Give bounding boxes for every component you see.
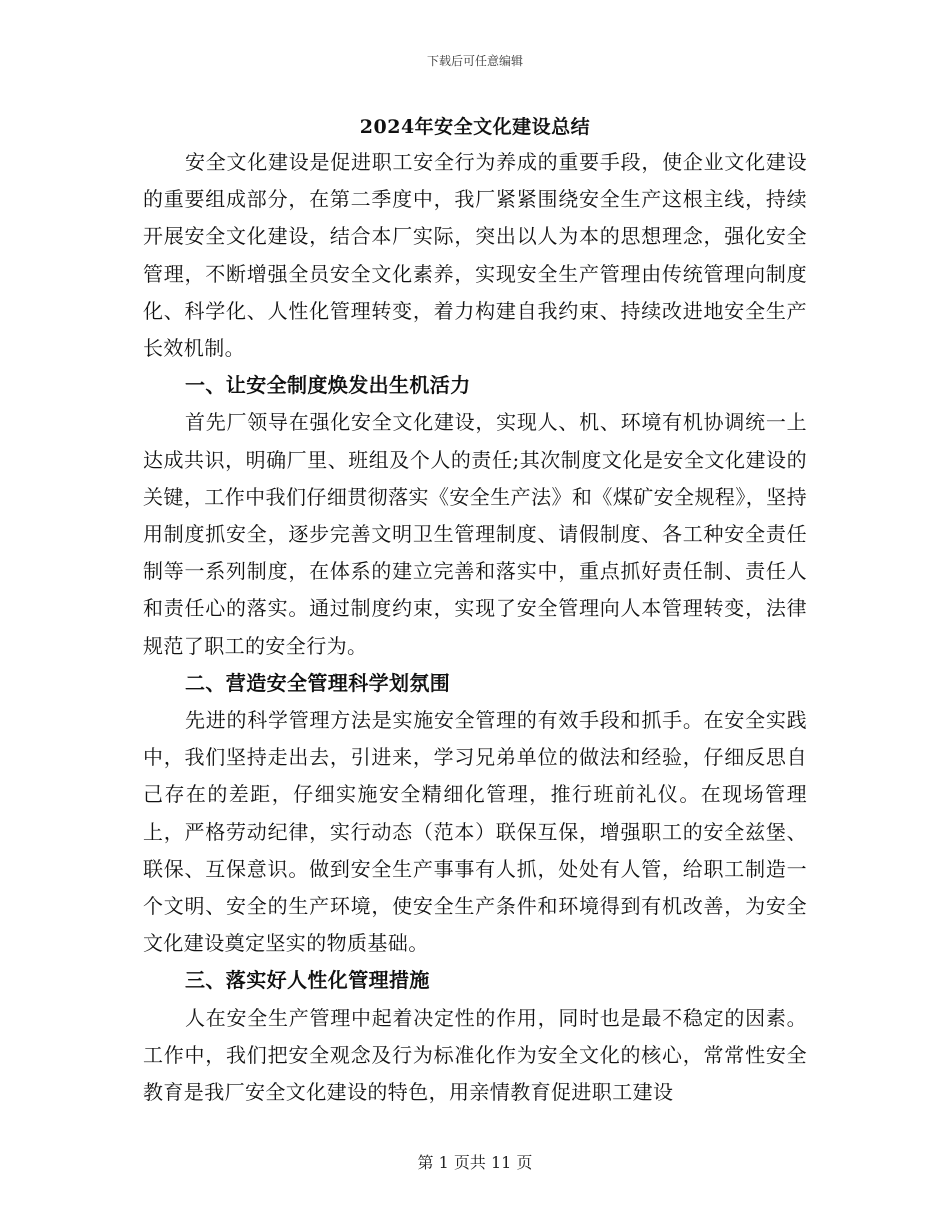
- document-title: 2024年安全文化建设总结: [359, 116, 591, 138]
- section-heading-1: 一、让安全制度焕发出生机活力: [185, 373, 471, 398]
- intro-paragraph: 安全文化建设是促进职工安全行为养成的重要手段，使企业文化建设的重要组成部分，在第二季度中，我厂紧紧围绕安全生产这根主线，持续开展安全文化建设，结合本厂实际，突出以人为本的思想理念，强化安全管理，不断增强全员安全文化素养，实现安全生产管理由传统管理向制度化、科学化、人性化管理转变，着力构建自我约束、持续改进地安全生产长效机制。: [143, 150, 807, 361]
- section-paragraph-1: 首先厂领导在强化安全文化建设，实现人、机、环境有机协调统一上达成共识，明确厂里、班组及个人的责任;其次制度文化是安全文化建设的关键，工作中我们仔细贯彻落实《安全生产法》和《煤矿安全规程》，坚持用制度抓安全，逐步完善文明卫生管理制度、请假制度、各工种安全责任制等一系列制度，在体系的建立完善和落实中，重点抓好责任制、责任人和责任心的落实。通过制度约束，实现了安全管理向人本管理转变，法律规范了职工的安全行为。: [143, 410, 807, 658]
- section-heading-2: 二、营造安全管理科学划氛围: [185, 670, 451, 695]
- page-header-note: 下载后可任意编辑: [426, 54, 523, 68]
- section-paragraph-2: 先进的科学管理方法是实施安全管理的有效手段和抓手。在安全实践中，我们坚持走出去，引进来，学习兄弟单位的做法和经验，仔细反思自己存在的差距，仔细实施安全精细化管理，推行班前礼仪。在现场管理上，严格劳动纪律，实行动态（范本）联保互保，增强职工的安全兹堡、联保、互保意识。做到安全生产事事有人抓，处处有人管，给职工制造一个文明、安全的生产环境，使安全生产条件和环境得到有机改善，为安全文化建设奠定坚实的物质基础。: [143, 708, 807, 956]
- page-number-footer: 第 1 页共 11 页: [417, 1153, 533, 1172]
- section-paragraph-3: 人在安全生产管理中起着决定性的作用，同时也是最不稳定的因素。工作中，我们把安全观念及行为标准化作为安全文化的核心，常常性安全教育是我厂安全文化建设的特色，用亲情教育促进职工建设: [143, 1005, 807, 1105]
- document-body: [143, 144, 807, 1111]
- section-heading-3: 三、落实好人性化管理措施: [185, 968, 430, 993]
